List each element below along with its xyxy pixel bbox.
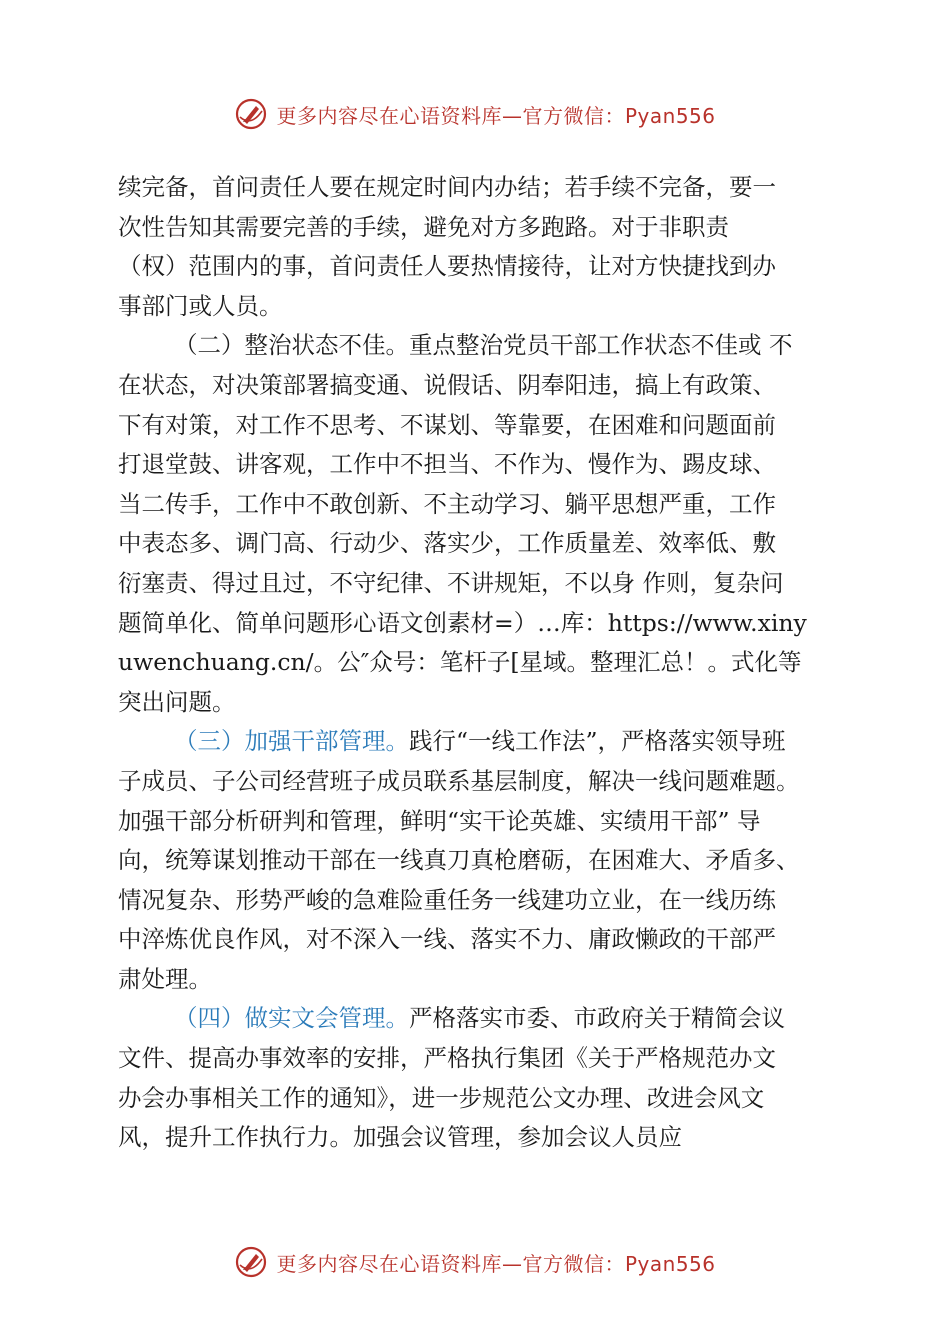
body-text: 践行“一线工作法”，严格落实领导班	[409, 727, 786, 756]
text-line	[118, 1039, 848, 1079]
body-text: 办会办事相关工作的通知》，进一步规范公文办理、改进会风文	[118, 1083, 765, 1112]
text-line	[118, 881, 848, 921]
wechat-id: Pyan556	[624, 1251, 716, 1276]
text-line	[118, 406, 848, 446]
footer-banner-inner	[234, 1245, 715, 1279]
banner-label: 更多内容尽在心语资料库—官方微信：	[276, 103, 625, 128]
text-line	[118, 485, 848, 525]
text-line	[118, 960, 848, 1000]
body-text: 当二传手，工作中不敢创新、不主动学习、躺平思想严重，工作	[118, 489, 776, 518]
document-body	[118, 168, 848, 1158]
section-heading: （三）加强干部管理。	[174, 727, 409, 756]
body-text: 续完备，首问责任人要在规定时间内办结；若手续不完备，要一	[118, 173, 776, 201]
body-text: 中淬炼优良作风，对不深入一线、落实不力、庸政懒政的干部严	[118, 925, 776, 954]
text-line	[118, 1079, 848, 1119]
body-text: 下有对策，对工作不思考、不谋划、等靠要，在困难和问题面前	[118, 410, 776, 439]
text-line	[118, 564, 848, 604]
body-text: （权）范围内的事，首问责任人要热情接待，让对方快捷找到办	[118, 252, 776, 281]
body-text: 文件、提高办事效率的安排，严格执行集团《关于严格规范办文	[118, 1044, 776, 1073]
body-text: 打退堂鼓、讲客观，工作中不担当、不作为、慢作为、踢皮球、	[118, 450, 776, 479]
body-text: 次性告知其需要完善的手续，避免对方多跑路。对于非职责	[118, 212, 729, 241]
body-text: 严格落实市委、市政府关于精简会议	[409, 1004, 785, 1033]
body-text: 风，提升工作执行力。加强会议管理，参加会议人员应	[118, 1123, 682, 1152]
text-line	[118, 841, 848, 881]
text-line	[118, 604, 848, 644]
text-line	[118, 920, 848, 960]
pen-seal-icon	[234, 97, 268, 131]
section-heading: （四）做实文会管理。	[174, 1004, 409, 1033]
body-text: 肃处理。	[118, 964, 212, 993]
text-line	[118, 208, 848, 248]
text-line	[118, 366, 848, 406]
text-line	[118, 247, 848, 287]
body-text: 情况复杂、形势严峻的急难险重任务一线建功立业，在一线历练	[118, 885, 776, 914]
banner-label: 更多内容尽在心语资料库—官方微信：	[276, 1251, 625, 1276]
footer-banner	[0, 1240, 950, 1284]
body-text: 加强干部分析研判和管理，鲜明“实干论英雄、实绩用干部” 导	[118, 806, 761, 835]
header-banner-inner	[234, 97, 715, 131]
text-line	[118, 762, 848, 802]
text-line	[118, 999, 848, 1039]
body-text: 子成员、子公司经营班子成员联系基层制度，解决一线问题难题。	[118, 766, 800, 795]
text-line	[118, 287, 848, 327]
body-text: uwenchuang.cn/。公″众号：笔杆子[星域。整理汇总！。式化等	[118, 648, 802, 677]
text-line	[118, 802, 848, 842]
text-line	[118, 1118, 848, 1158]
body-text: （二）整治状态不佳。重点整治党员干部工作状态不佳或 不	[174, 331, 793, 360]
body-text: 在状态，对决策部署搞变通、说假话、阴奉阳违，搞上有政策、	[118, 370, 776, 399]
body-text: 突出问题。	[118, 687, 236, 716]
text-line	[118, 722, 848, 762]
body-text: 事部门或人员。	[118, 291, 283, 320]
header-banner	[0, 92, 950, 136]
banner-text	[276, 1248, 715, 1277]
wechat-id: Pyan556	[624, 103, 716, 128]
text-line	[118, 524, 848, 564]
text-line	[118, 683, 848, 723]
body-text: 题简单化、简单问题形心语文创素材=）…库：https://www.xiny	[118, 608, 807, 637]
body-text: 衍塞责、得过且过，不守纪律、不讲规矩，不以身 作则，复杂问	[118, 568, 784, 597]
text-line	[118, 168, 848, 208]
text-line	[118, 326, 848, 366]
text-line	[118, 445, 848, 485]
banner-text	[276, 100, 715, 129]
body-text: 向，统筹谋划推动干部在一线真刀真枪磨砺，在困难大、矛盾多、	[118, 846, 800, 875]
body-text: 中表态多、调门高、行动少、落实少，工作质量差、效率低、敷	[118, 529, 776, 558]
pen-seal-icon	[234, 1245, 268, 1279]
text-line	[118, 643, 848, 683]
